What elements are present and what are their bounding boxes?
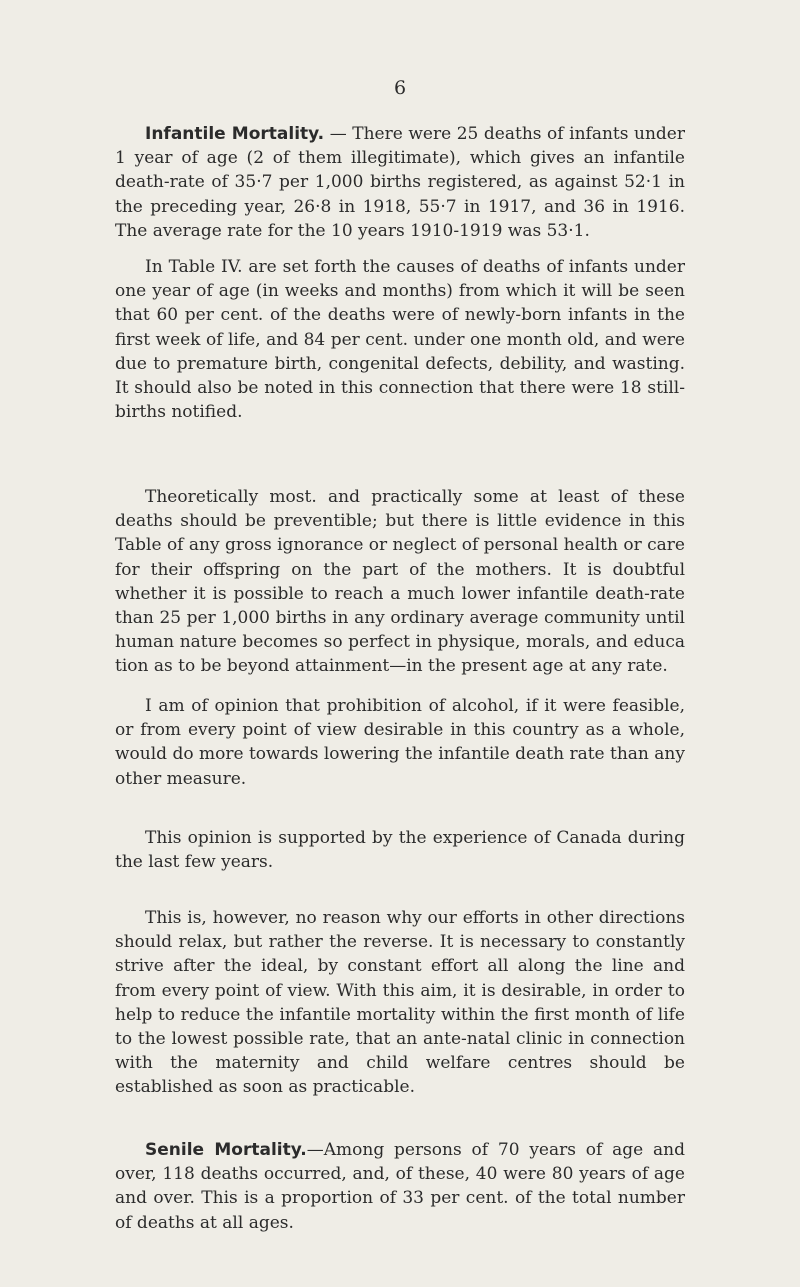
paragraph-prohibition xyxy=(115,694,685,791)
paragraph-theoretically xyxy=(115,485,685,679)
paragraph-canada xyxy=(115,826,685,874)
paragraph-table-iv xyxy=(115,255,685,424)
paragraph-text: In Table IV. are set forth the causes of deaths of infants under one year of age (in weeks and months) from which it will be seen that 60 per cent. of the deaths were of newly-born infants in the first week of life, and 84 per cent. under one month old, and were due to premature birth, congenital defects, debility, and wasting. It should also be noted in this connection that there were 18 still-births notified. xyxy=(115,257,685,423)
paragraph-text: —Among persons of 70 years of age and over, 118 deaths occurred, and, of these, 40 were 80 years of age and over. This is a proportion of 33 per cent. of the total number of deaths at all ages. xyxy=(115,1140,685,1233)
paragraph-text: This is, however, no reason why our efforts in other directions should relax, but rather the reverse. It is necessary to constantly strive after the ideal, by constant effort all along the line and from every point of view. With this aim, it is desirable, in order to help to reduce the infantile mortality within the first month of life to the lowest possible rate, that an ante-natal clinic in connection with the maternity and child welfare centres should be established as soon as practicable. xyxy=(115,908,685,1098)
paragraph-text: This opinion is supported by the experience of Canada during the last few years. xyxy=(115,828,685,873)
paragraph-text: I am of opinion that prohibition of alcohol, if it were feasible, or from every point of view desirable in this country as a whole, would do more towards lowering the infantile death rate than any other measure. xyxy=(115,696,685,789)
paragraph-text: — There were 25 deaths of infants under 1 year of age (2 of them illegitimate), which gives an infantile death-rate of 35·7 per 1,000 births registered, as against 52·1 in the preceding year, 26·8 in 1918, 55·7 in 1917, and 36 in 1916. The average rate for the 10 years 1910-1919 was 53·1. xyxy=(115,124,685,241)
section-heading-infantile-mortality: Infantile Mortality. xyxy=(145,124,325,144)
paragraph-infantile-mortality xyxy=(115,122,685,243)
paragraph-efforts xyxy=(115,906,685,1100)
page-number: 6 xyxy=(393,77,407,99)
section-heading-senile-mortality: Senile Mortality. xyxy=(145,1140,307,1160)
paragraph-senile-mortality xyxy=(115,1138,685,1235)
paragraph-text: Theoretically most. and practically some at least of these deaths should be preventible; but there is little evidence in this Table of any gross ignorance or neglect of personal health or care for their offspring on the part of the mothers. It is doubtful whether it is possible to reach a much lower infantile death-rate than 25 per 1,000 births in any ordinary average community until human nature becomes so perfect in physique, morals, and educa tion as to be beyond attainment—in the present age at any rate. xyxy=(115,487,685,677)
